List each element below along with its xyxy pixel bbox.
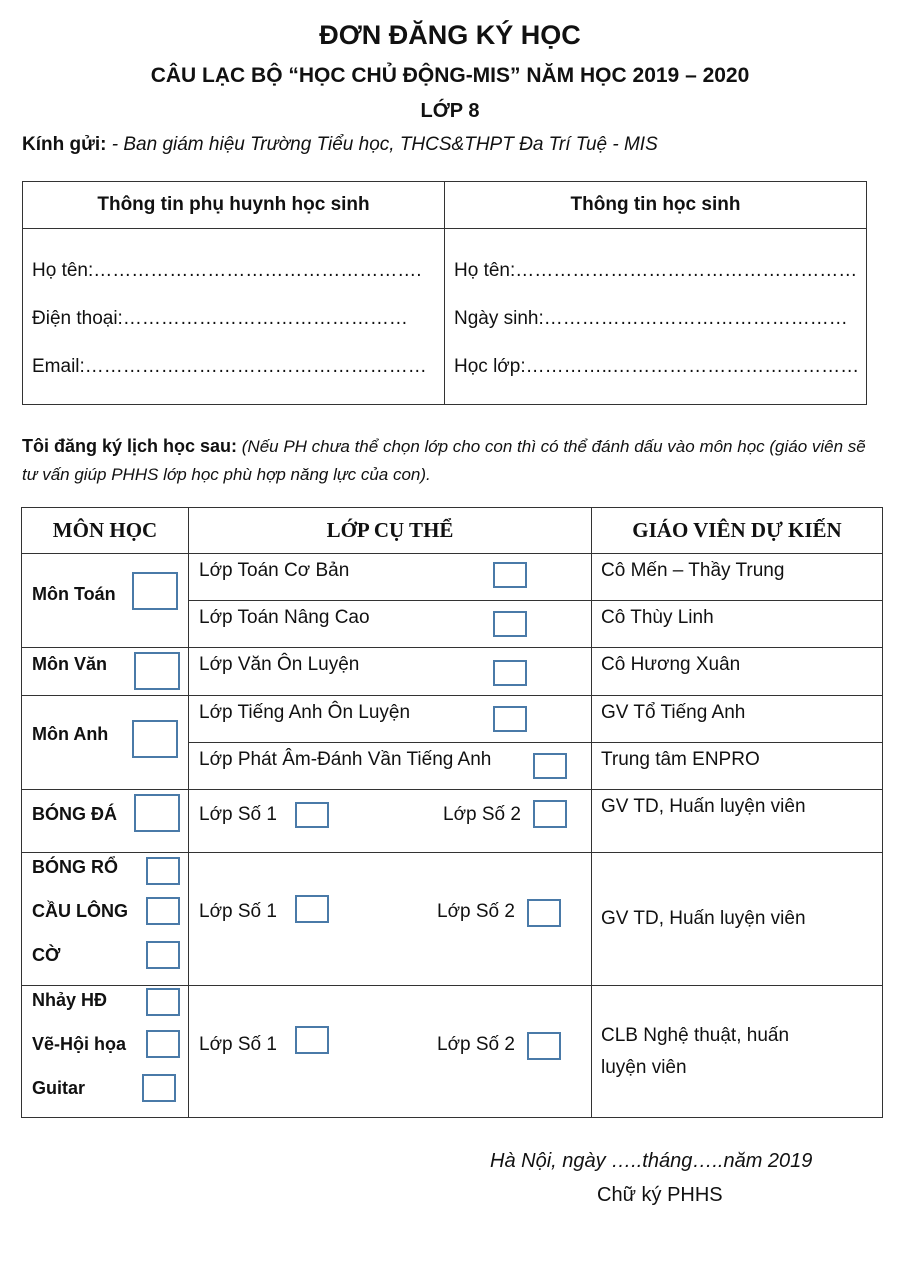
greeting <box>22 134 658 156</box>
english-phonics-checkbox[interactable] <box>533 753 567 779</box>
teacher-arts-line1: CLB Nghệ thuật, huấn <box>601 1024 790 1046</box>
subject-guitar-label: Guitar <box>32 1078 86 1098</box>
teacher-english-review: GV Tổ Tiếng Anh <box>592 696 883 743</box>
subject-english <box>22 696 189 790</box>
form-title: ĐƠN ĐĂNG KÝ HỌC <box>319 20 581 50</box>
class-math-basic <box>189 554 592 601</box>
register-label: Tôi đăng ký lịch học sau: <box>22 436 238 456</box>
club-title: CÂU LẠC BỘ “HỌC CHỦ ĐỘNG-MIS” NĂM HỌC 2019 – 2020 <box>150 64 750 87</box>
class-english-review <box>189 696 592 743</box>
english-checkbox[interactable] <box>132 720 178 758</box>
arts-option2-label: Lớp Số 2 <box>437 1034 515 1055</box>
guitar-checkbox[interactable] <box>142 1074 176 1102</box>
parent-info-header: Thông tin phụ huynh học sinh <box>23 182 445 229</box>
football-option2-label: Lớp Số 2 <box>443 804 521 825</box>
teacher-english-phonics: Trung tâm ENPRO <box>592 743 883 790</box>
grade-title: LỚP 8 <box>420 100 480 122</box>
math-advanced-checkbox[interactable] <box>493 611 527 637</box>
badminton-checkbox[interactable] <box>146 897 180 925</box>
class-math-advanced <box>189 601 592 648</box>
arts-option2-checkbox[interactable] <box>527 1032 561 1060</box>
class-english-phonics-label: Lớp Phát Âm-Đánh Vần Tiếng Anh <box>199 749 492 770</box>
dance-checkbox[interactable] <box>146 988 180 1016</box>
literature-class-checkbox[interactable] <box>493 660 527 686</box>
student-info-header: Thông tin học sinh <box>445 182 867 229</box>
subject-english-label: Môn Anh <box>32 724 109 744</box>
teacher-column-header: GIÁO VIÊN DỰ KIẾN <box>592 508 883 554</box>
register-note: (Nếu PH chưa thể chọn lớp cho con thì có thể đánh dấu vào môn học (giáo viên sẽ tư vấn giúp PHHS lớp học phù hợp năng lực của con). <box>22 437 866 484</box>
football-option1-checkbox[interactable] <box>295 802 329 828</box>
subject-math <box>22 554 189 648</box>
subject-football-label: BÓNG ĐÁ <box>32 804 117 824</box>
subject-badminton-label: CẦU LÔNG <box>32 901 128 921</box>
sports-option2-label: Lớp Số 2 <box>437 901 515 922</box>
english-review-checkbox[interactable] <box>493 706 527 732</box>
sports-option1-label: Lớp Số 1 <box>199 901 277 922</box>
arts-option1-label: Lớp Số 1 <box>199 1034 277 1055</box>
date-line: Hà Nội, ngày …..tháng…..năm 2019 <box>490 1150 813 1172</box>
football-checkbox[interactable] <box>134 794 180 832</box>
signature-label: Chữ ký PHHS <box>597 1184 723 1206</box>
subject-literature <box>22 648 189 696</box>
parent-phone-field[interactable]: Điện thoại:……………………………………… <box>32 308 408 329</box>
class-english-phonics <box>189 743 592 790</box>
subject-math-label: Môn Toán <box>32 584 116 604</box>
literature-checkbox[interactable] <box>134 652 180 690</box>
teacher-literature: Cô Hương Xuân <box>592 648 883 696</box>
student-birthdate-field[interactable]: Ngày sinh:………………………………………… <box>454 308 848 329</box>
class-sports-options <box>189 853 592 986</box>
sports-option1-checkbox[interactable] <box>295 895 329 923</box>
class-football-options <box>189 790 592 853</box>
schedule-table <box>21 507 883 1118</box>
teacher-sports: GV TD, Huấn luyện viên <box>592 853 883 986</box>
subject-football <box>22 790 189 853</box>
student-class-field[interactable]: Học lớp:…………..………………………………… <box>454 356 860 377</box>
teacher-arts <box>592 986 883 1118</box>
arts-option1-checkbox[interactable] <box>295 1026 329 1054</box>
subject-sports-group <box>22 853 189 986</box>
parent-email-field[interactable]: Email:……………………………………………… <box>32 356 427 377</box>
sports-option2-checkbox[interactable] <box>527 899 561 927</box>
teacher-math-basic: Cô Mến – Thầy Trung <box>592 554 883 601</box>
subject-drawing-label: Vẽ-Hội họa <box>32 1034 127 1054</box>
class-math-advanced-label: Lớp Toán Nâng Cao <box>199 607 370 628</box>
greeting-recipient: - Ban giám hiệu Trường Tiểu học, THCS&THPT Đa Trí Tuệ - MIS <box>106 134 658 155</box>
basketball-checkbox[interactable] <box>146 857 180 885</box>
info-table <box>22 181 867 405</box>
teacher-math-advanced: Cô Thùy Linh <box>592 601 883 648</box>
subject-column-header: MÔN HỌC <box>22 508 189 554</box>
class-literature-label: Lớp Văn Ôn Luyện <box>199 654 360 675</box>
math-basic-checkbox[interactable] <box>493 562 527 588</box>
drawing-checkbox[interactable] <box>146 1030 180 1058</box>
class-literature <box>189 648 592 696</box>
parent-name-field[interactable]: Họ tên:……………………………………………. <box>32 260 422 281</box>
class-arts-options <box>189 986 592 1118</box>
chess-checkbox[interactable] <box>146 941 180 969</box>
subject-literature-label: Môn Văn <box>32 654 107 674</box>
class-column-header: LỚP CỤ THỂ <box>189 508 592 554</box>
student-info-cell <box>445 229 867 405</box>
subject-basketball-label: BÓNG RỔ <box>32 857 119 877</box>
student-name-field[interactable]: Họ tên:……………………………………………… <box>454 260 858 281</box>
football-option1-label: Lớp Số 1 <box>199 804 277 825</box>
class-english-review-label: Lớp Tiếng Anh Ôn Luyện <box>199 702 411 723</box>
parent-info-cell <box>23 229 445 405</box>
register-instructions <box>22 432 882 489</box>
subject-arts-group <box>22 986 189 1118</box>
math-checkbox[interactable] <box>132 572 178 610</box>
subject-chess-label: CỜ <box>32 945 61 965</box>
greeting-label: Kính gửi: <box>22 134 107 155</box>
class-math-basic-label: Lớp Toán Cơ Bản <box>199 560 350 581</box>
teacher-arts-line2: luyện viên <box>601 1056 687 1078</box>
subject-dance-label: Nhảy HĐ <box>32 990 108 1010</box>
football-option2-checkbox[interactable] <box>533 800 567 828</box>
teacher-football: GV TD, Huấn luyện viên <box>592 790 883 853</box>
